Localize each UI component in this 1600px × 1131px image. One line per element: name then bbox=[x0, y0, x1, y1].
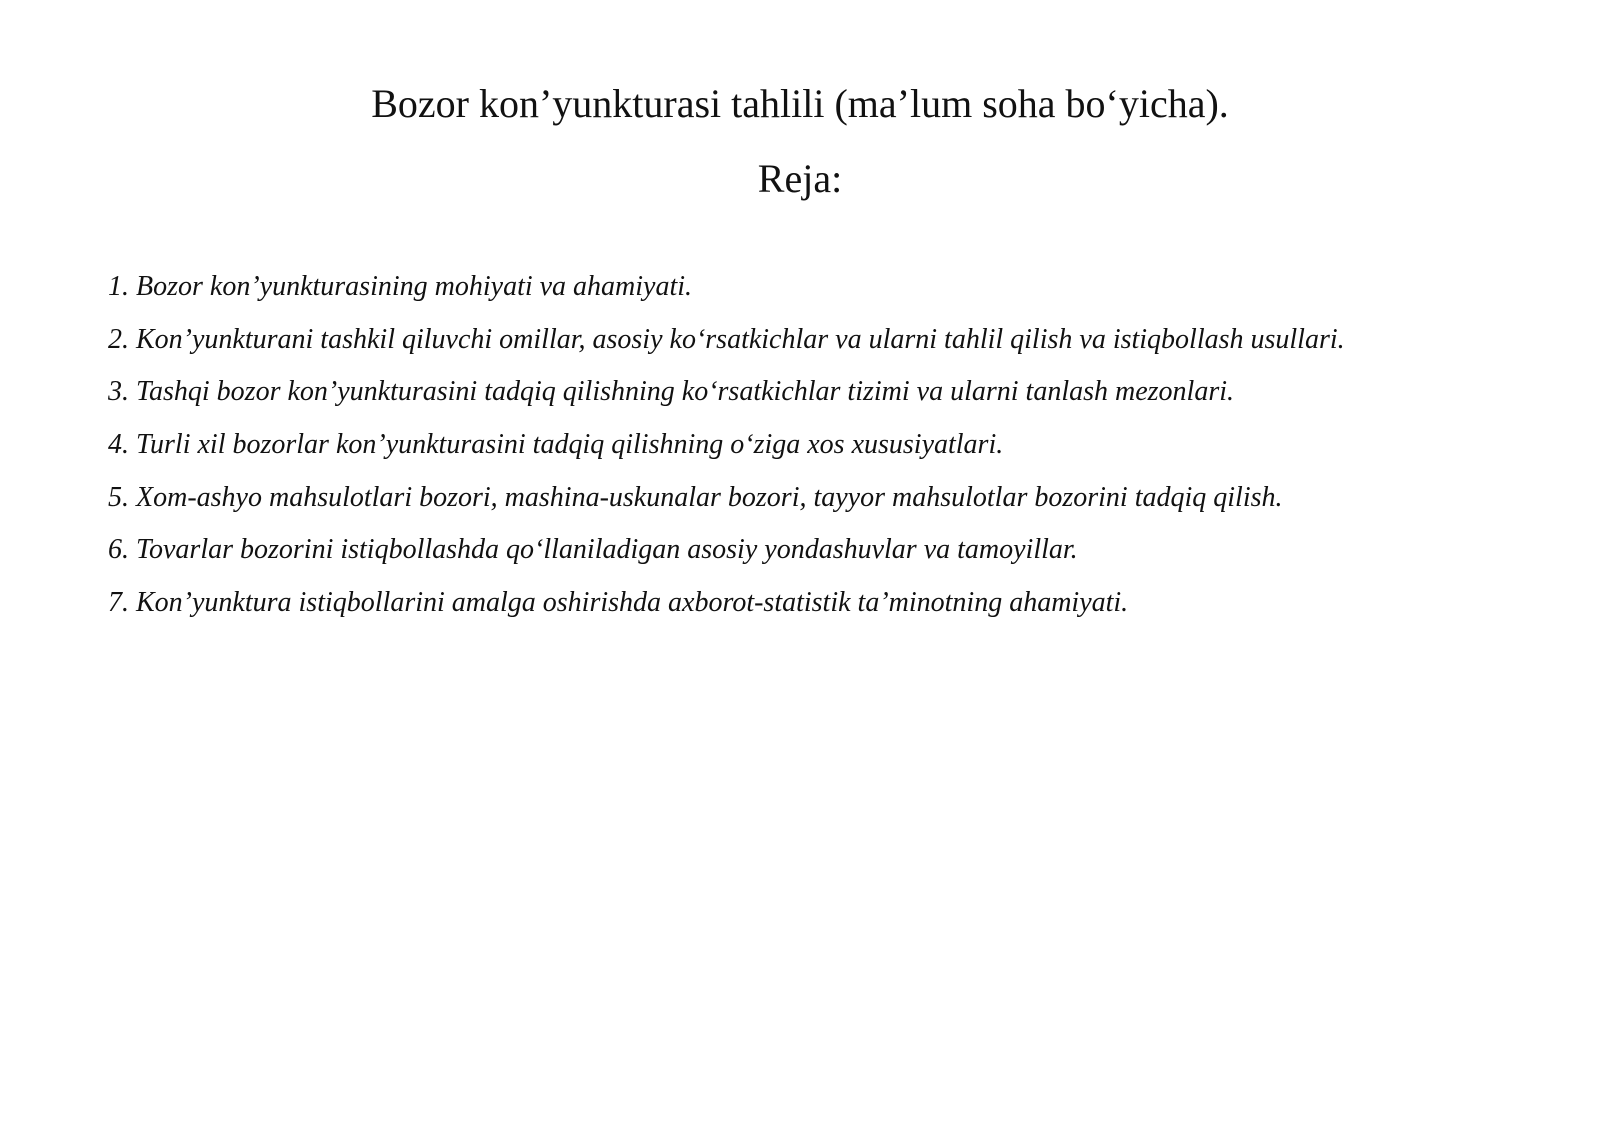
plan-item-text: Tovarlar bozorini istiqbollashda qo‘llaniladigan asosiy yondashuvlar va tamoyillar. bbox=[136, 534, 1078, 566]
plan-item bbox=[108, 428, 1548, 481]
plan-list bbox=[108, 270, 1548, 639]
plan-heading: Reja: bbox=[757, 156, 843, 201]
plan-item bbox=[108, 586, 1548, 639]
plan-item bbox=[108, 323, 1548, 376]
plan-item-number: 3. bbox=[108, 376, 129, 408]
plan-item-text: Kon’yunkturani tashkil qiluvchi omillar, asosiy ko‘rsatkichlar va ularni tahlil qilish va istiqbollash usullari. bbox=[136, 323, 1345, 355]
plan-item-text: Tashqi bozor kon’yunkturasini tadqiq qilishning ko‘rsatkichlar tizimi va ularni tanlash mezonlari. bbox=[136, 376, 1234, 408]
plan-item-number: 5. bbox=[108, 481, 129, 513]
plan-item-text: Xom-ashyo mahsulotlari bozori, mashina-uskunalar bozori, tayyor mahsulotlar bozorini tadqiq qilish. bbox=[136, 481, 1283, 513]
plan-item bbox=[108, 270, 1548, 323]
plan-item-number: 6. bbox=[108, 534, 129, 566]
plan-item-number: 1. bbox=[108, 271, 129, 302]
plan-item-text: Turli xil bozorlar kon’yunkturasini tadqiq qilishning o‘ziga xos xususiyatlari. bbox=[136, 429, 1004, 461]
plan-item-text: Kon’yunktura istiqbollarini amalga oshirishda axborot-statistik ta’minotning ahamiyati. bbox=[136, 587, 1129, 619]
plan-item-number: 7. bbox=[108, 587, 129, 619]
plan-item bbox=[108, 533, 1548, 586]
document-title: Bozor kon’yunkturasi tahlili (ma’lum soha bo‘yicha). bbox=[371, 81, 1229, 126]
plan-item bbox=[108, 375, 1548, 428]
plan-item bbox=[108, 481, 1548, 534]
plan-item-number: 4. bbox=[108, 429, 129, 461]
plan-item-text: Bozor kon’yunkturasining mohiyati va ahamiyati. bbox=[136, 271, 693, 302]
plan-item-number: 2. bbox=[108, 323, 129, 355]
